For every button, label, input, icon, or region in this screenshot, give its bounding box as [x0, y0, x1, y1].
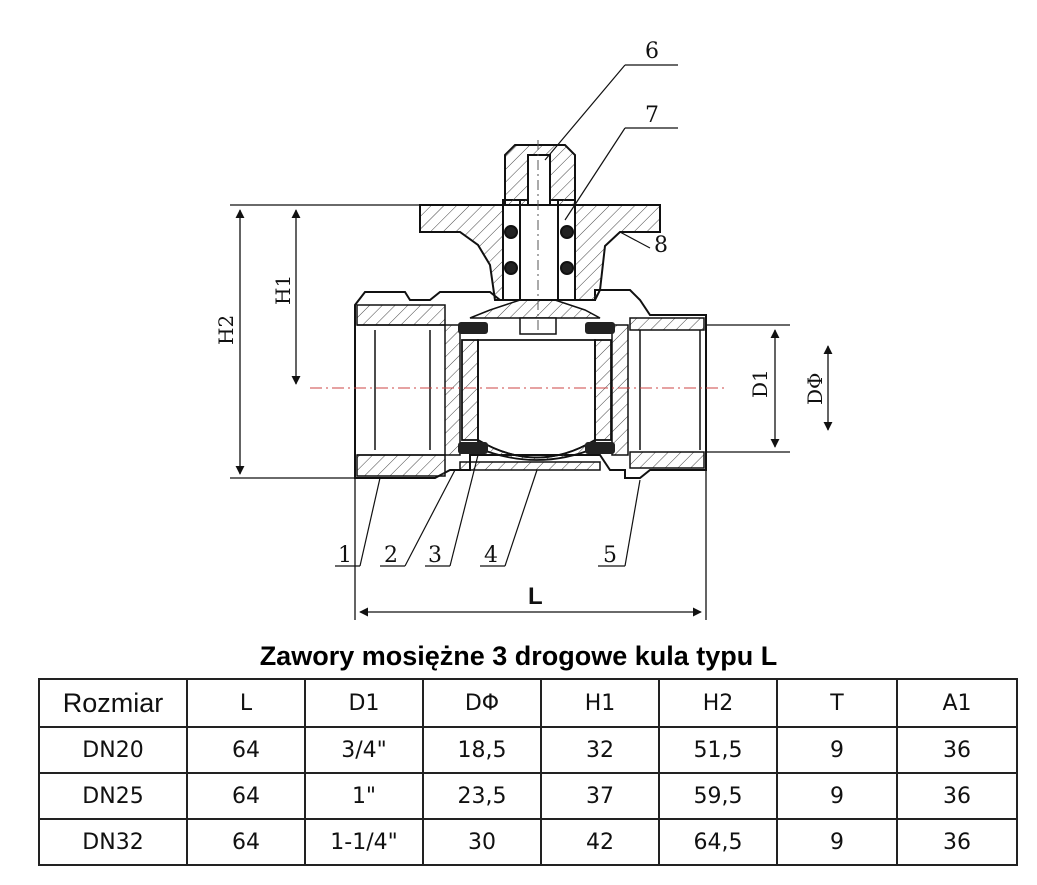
header-cell: H1 [541, 679, 659, 727]
table-cell: 23,5 [423, 773, 541, 819]
table-cell: 9 [777, 773, 897, 819]
stem-seat [470, 300, 600, 334]
table-cell: DN20 [39, 727, 187, 773]
header-cell: A1 [897, 679, 1017, 727]
part-label-3: 3 [428, 543, 442, 568]
header-cell: Rozmiar [39, 679, 187, 727]
table-cell: 1" [305, 773, 423, 819]
bore-lines [357, 325, 700, 455]
table-cell: 64 [187, 727, 305, 773]
table-cell: 30 [423, 819, 541, 865]
dimension-label-h2: H2 [214, 314, 238, 345]
part-label-2: 2 [384, 543, 398, 568]
table-cell: 9 [777, 727, 897, 773]
table-cell: 64 [187, 819, 305, 865]
table-header-row [39, 679, 1017, 727]
header-cell: DΦ [423, 679, 541, 727]
header-cell: D1 [305, 679, 423, 727]
spec-table [38, 678, 1018, 866]
table-cell: 36 [897, 773, 1017, 819]
stem [503, 200, 575, 300]
part-label-7: 7 [645, 103, 659, 128]
dimension-label-dphi: DΦ [803, 372, 827, 405]
table-cell: 51,5 [659, 727, 777, 773]
table-cell: 3/4" [305, 727, 423, 773]
table-row [39, 727, 1017, 773]
table-cell: 37 [541, 773, 659, 819]
header-cell: L [187, 679, 305, 727]
table-cell: 64,5 [659, 819, 777, 865]
table-cell: 36 [897, 727, 1017, 773]
table-cell: 9 [777, 819, 897, 865]
part-label-4: 4 [484, 543, 498, 568]
dimension-label-d1: D1 [748, 369, 772, 398]
table-row [39, 773, 1017, 819]
table-cell: DN32 [39, 819, 187, 865]
table-cell: 32 [541, 727, 659, 773]
table-cell: 36 [897, 819, 1017, 865]
table-cell: 64 [187, 773, 305, 819]
header-cell: T [777, 679, 897, 727]
table-cell: 42 [541, 819, 659, 865]
part-label-1: 1 [338, 543, 352, 568]
table-cell: 1-1/4" [305, 819, 423, 865]
part-label-6: 6 [645, 39, 659, 64]
part-label-8: 8 [654, 233, 668, 258]
table-cell: 18,5 [423, 727, 541, 773]
table-cell: 59,5 [659, 773, 777, 819]
dimension-label-l: L [528, 583, 543, 610]
part-label-5: 5 [603, 543, 617, 568]
table-row [39, 819, 1017, 865]
nut [505, 145, 575, 205]
header-cell: H2 [659, 679, 777, 727]
dimension-label-h1: H1 [271, 274, 295, 305]
table-cell: DN25 [39, 773, 187, 819]
table-title: Zawory mosiężne 3 drogowe kula typu L [259, 641, 778, 671]
